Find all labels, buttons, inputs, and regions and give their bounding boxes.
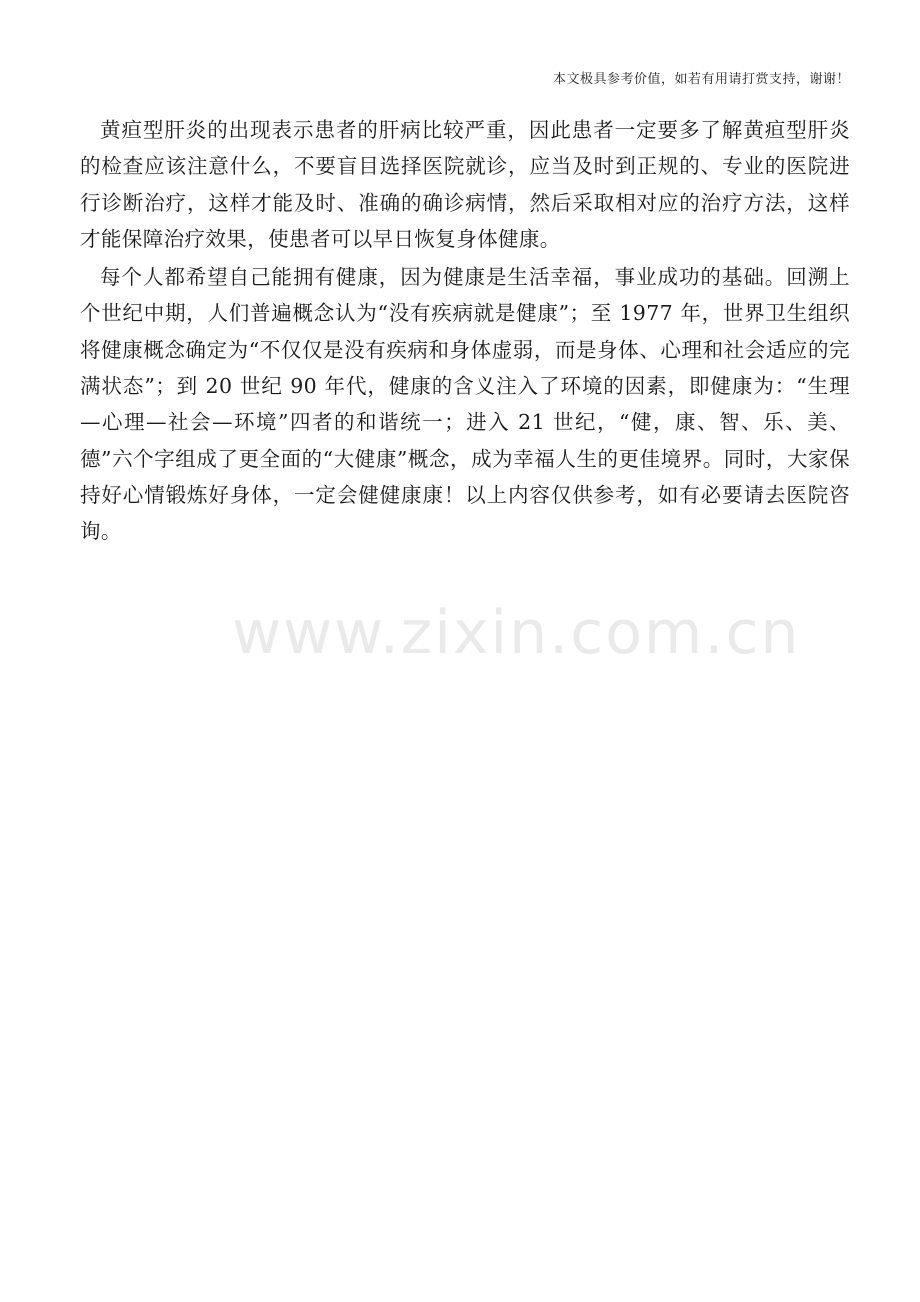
paragraph-jaundice-hepatitis: 黄疸型肝炎的出现表示患者的肝病比较严重，因此患者一定要多了解黄疸型肝炎的检查应该注意什么，不要盲目选择医院就诊，应当及时到正规的、专业的医院进行诊断治疗，这样才能及时、准确的确诊病情，然后采取相对应的治疗方法，这样才能保障治疗效果，使患者可以早日恢复身体健康。 — [80, 118, 850, 251]
header-note: 本文极具参考价值，如若有用请打赏支持，谢谢！ — [552, 72, 850, 87]
watermark: www.zixin.com.cn — [232, 598, 801, 668]
article-body — [80, 112, 850, 552]
paragraph-health-concept: 每个人都希望自己能拥有健康，因为健康是生活幸福，事业成功的基础。回溯上个世纪中期，人们普遍概念认为“没有疾病就是健康”；至 1977 年，世界卫生组织将健康概念确定为“不仅仅是没有疾病和身体虚弱，而是身体、心理和社会适应的完满状态”；到 20 世纪 90 年代，健康的含义注入了环境的因素，即健康为：“生理—心理—社会—环境”四者的和谐统一；进入 21 世纪，“健，康、智、乐、美、德”六个字组成了更全面的“大健康”概念，成为幸福人生的更佳境界。同时，大家保持好心情锻炼好身体，一定会健健康康！以上内容仅供参考，如有必要请去医院咨询。 — [80, 265, 850, 544]
